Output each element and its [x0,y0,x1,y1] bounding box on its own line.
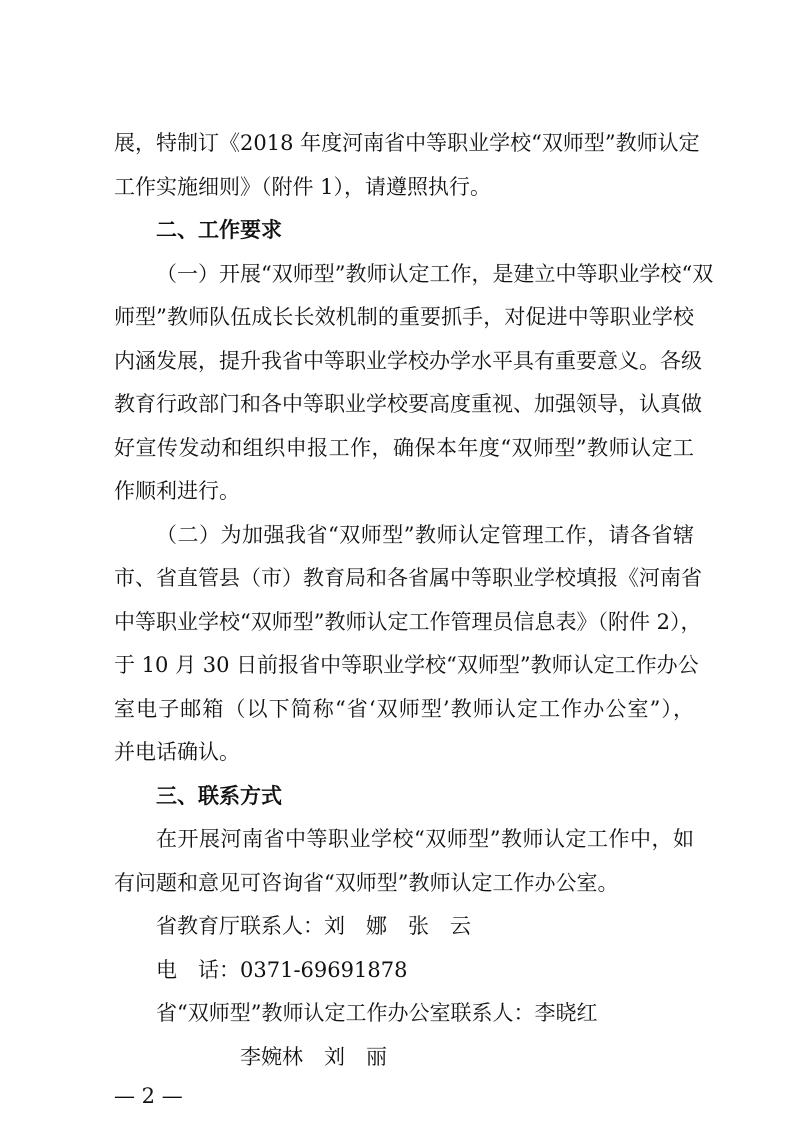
section-heading-contact: 三、联系方式 [156,784,282,808]
item2-line-4: 于 10 月 30 日前报省中等职业学校“双师型”教师认定工作办公 [114,653,699,677]
intro-line-1: 展，特制订《2018 年度河南省中等职业学校“双师型”教师认定 [114,131,700,155]
item1-line-4: 教育行政部门和各中等职业学校要高度重视、加强领导，认真做 [114,392,702,416]
item1-line-5: 好宣传发动和组织申报工作，确保本年度“双师型”教师认定工 [114,436,694,460]
item1-line-3: 内涵发展，提升我省中等职业学校办学水平具有重要意义。各级 [114,349,702,373]
item2-line-2: 市、省直管县（市）教育局和各省属中等职业学校填报《河南省 [114,566,702,590]
item2-line-1: （二）为加强我省“双师型”教师认定管理工作，请各省辖 [156,523,694,547]
contact-person-office: 省“双师型”教师认定工作办公室联系人：李晓红 [156,1001,598,1025]
item2-line-5: 室电子邮箱（以下简称“省‘双师型’教师认定工作办公室”）， [114,697,694,721]
item2-line-6: 并电话确认。 [114,740,240,764]
contact-person-edu: 省教育厅联系人：刘 娜 张 云 [156,914,471,938]
page-number: — 2 — [114,1084,183,1108]
item1-line-2: 师型”教师队伍成长长效机制的重要抓手，对促进中等职业学校 [114,305,694,329]
item1-line-6: 作顺利进行。 [114,479,240,503]
contact-person-office-cont: 李婉林 刘 丽 [240,1045,387,1069]
contact-para-line-1: 在开展河南省中等职业学校“双师型”教师认定工作中，如 [156,827,694,851]
item2-line-3: 中等职业学校“双师型”教师认定工作管理员信息表》（附件 2）， [114,610,702,634]
item1-line-1: （一）开展“双师型”教师认定工作，是建立中等职业学校“双 [156,262,714,286]
contact-para-line-2: 有问题和意见可咨询省“双师型”教师认定工作办公室。 [114,871,619,895]
section-heading-requirements: 二、工作要求 [156,218,282,242]
intro-line-2: 工作实施细则》（附件 1），请遵照执行。 [114,175,492,199]
contact-phone: 电 话：0371-69691878 [156,958,408,982]
